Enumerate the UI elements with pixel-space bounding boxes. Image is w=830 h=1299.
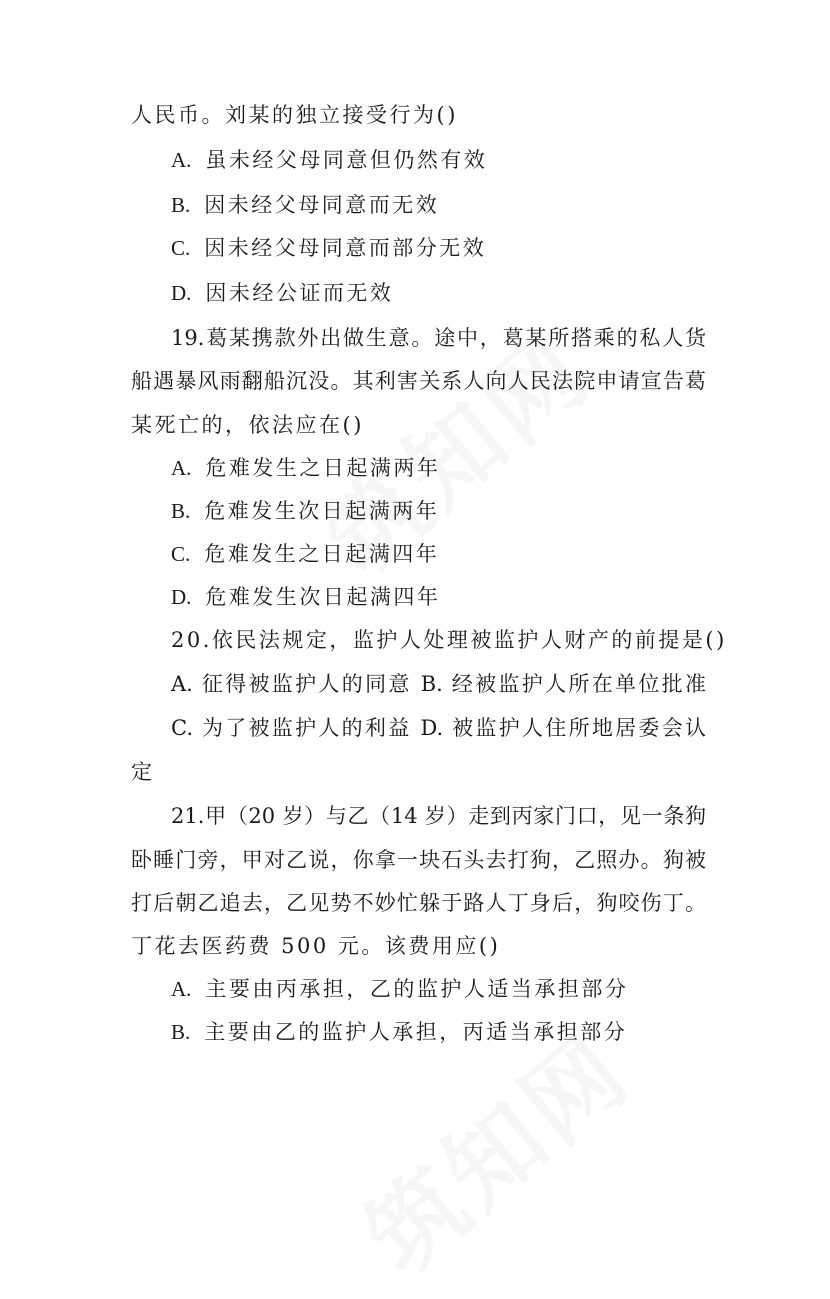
q21-option-b[interactable] xyxy=(171,1018,627,1046)
option-text: 危难发生次日起满两年 xyxy=(204,499,440,523)
q21-option-a[interactable] xyxy=(171,975,628,1003)
q19-option-d[interactable] xyxy=(171,583,440,611)
q20-options-cd[interactable]: C. 为了被监护人的利益 D. 被监护人住所地居委会认 xyxy=(171,716,706,740)
option-text: 主要由乙的监护人承担，丙适当承担部分 xyxy=(204,1020,628,1044)
option-letter: A. xyxy=(171,148,192,172)
q18-option-b[interactable] xyxy=(171,191,439,219)
option-text: 主要由丙承担，乙的监护人适当承担部分 xyxy=(205,977,629,1001)
q21-stem-line-4: 丁花去医药费 500 元。该费用应() xyxy=(131,934,501,958)
option-text: 因未经父母同意而部分无效 xyxy=(204,236,487,260)
q20-options-ab[interactable]: A. 征得被监护人的同意 B. 经被监护人所在单位批准 xyxy=(171,672,706,696)
q19-stem-line-1: 19.葛某携款外出做生意。途中，葛某所搭乘的私人货 xyxy=(171,326,706,350)
option-text: 危难发生之日起满两年 xyxy=(205,456,441,480)
q19-option-a[interactable] xyxy=(171,454,440,482)
q21-stem-line-1: 21.甲（20 岁）与乙（14 岁）走到丙家门口，见一条狗 xyxy=(171,804,706,828)
option-letter: A. xyxy=(171,977,192,1001)
option-letter: A. xyxy=(171,456,192,480)
q18-option-d[interactable] xyxy=(171,279,393,307)
option-letter: B. xyxy=(171,193,191,217)
q20-stem: 20.依民法规定，监护人处理被监护人财产的前提是() xyxy=(171,628,727,652)
option-letter: C. xyxy=(171,542,191,566)
q19-option-c[interactable] xyxy=(171,540,439,568)
option-letter: D. xyxy=(171,281,192,305)
q19-stem-line-2: 船遇暴风雨翻船沉没。其利害关系人向人民法院申请宣告葛 xyxy=(131,369,706,393)
q19-option-b[interactable] xyxy=(171,497,439,525)
option-text: 危难发生之日起满四年 xyxy=(204,542,440,566)
option-letter: C. xyxy=(171,236,191,260)
q20-options-cd-wrap: 定 xyxy=(131,760,155,784)
option-text: 因未经公证而无效 xyxy=(205,281,394,305)
q18-option-a[interactable] xyxy=(171,146,487,174)
option-text: 虽未经父母同意但仍然有效 xyxy=(205,148,488,172)
q19-stem-line-3: 某死亡的，依法应在() xyxy=(131,413,364,437)
option-letter: D. xyxy=(171,585,192,609)
q18-stem-tail: 人民币。刘某的独立接受行为() xyxy=(131,103,458,127)
option-text: 危难发生次日起满四年 xyxy=(205,585,441,609)
option-letter: B. xyxy=(171,1020,191,1044)
q21-stem-line-3: 打后朝乙追去，乙见势不妙忙躲于路人丁身后，狗咬伤丁。 xyxy=(131,891,706,915)
q18-option-c[interactable] xyxy=(171,234,486,262)
q21-stem-line-2: 卧睡门旁，甲对乙说，你拿一块石头去打狗，乙照办。狗被 xyxy=(131,848,706,872)
option-text: 因未经父母同意而无效 xyxy=(204,193,440,217)
option-letter: B. xyxy=(171,499,191,523)
